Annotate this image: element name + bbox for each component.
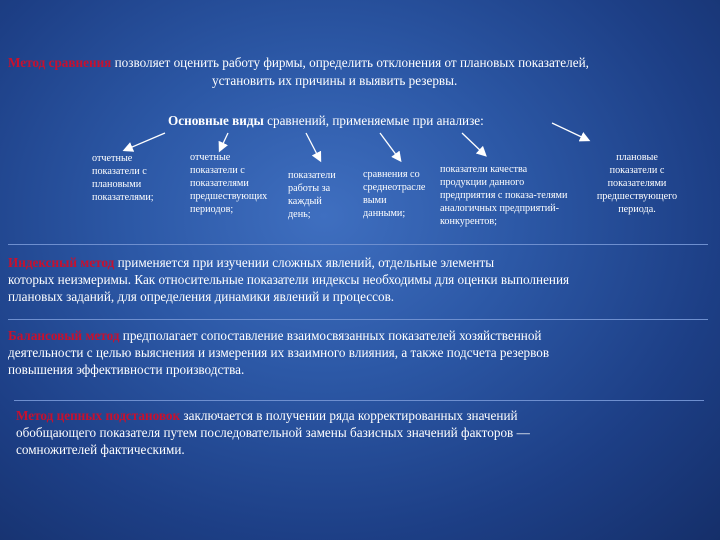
index-method-paragraph (8, 254, 718, 305)
item-line: периода. (618, 204, 656, 215)
item-line: день; (288, 209, 311, 220)
arrow-3 (306, 133, 320, 160)
heading-bold: Основные виды (168, 113, 264, 128)
comparison-item-2 (190, 151, 267, 216)
item-line: конкурентов; (440, 216, 497, 227)
item-line: показателями; (92, 192, 154, 203)
comparison-item-3 (288, 169, 336, 221)
item-line: отчетные (92, 153, 133, 164)
item-line: продукции данного (440, 177, 525, 188)
chain-term: Метод цепных подстановок (16, 408, 181, 423)
intro-line2: установить их причины и выявить резервы. (212, 73, 458, 88)
item-line: показатели с (609, 165, 665, 176)
heading-rest: сравнений, применяемые при анализе: (263, 113, 484, 128)
comparison-heading (168, 112, 484, 129)
comparison-item-6 (582, 151, 692, 216)
item-line: аналогичных предприятий- (440, 203, 560, 214)
chain-method-paragraph (16, 407, 716, 458)
item-line: показатели (288, 170, 336, 181)
index-line3: плановых заданий, для определения динамики явлений и процессов. (8, 289, 395, 304)
item-line: предшествующего (596, 191, 678, 202)
arrow-2 (220, 133, 228, 150)
comparison-item-4 (363, 168, 425, 220)
item-line: сравнения со (363, 169, 420, 180)
arrow-5 (462, 133, 485, 155)
item-line: показатели с (92, 166, 147, 177)
item-line: работы за (288, 183, 331, 194)
item-line: показатели с (190, 165, 245, 176)
arrow-1 (125, 133, 165, 150)
comparison-item-1 (92, 152, 154, 204)
divider (14, 400, 704, 401)
item-line: показателями (190, 178, 249, 189)
balance-method-paragraph (8, 327, 718, 378)
item-line: предшествующих (190, 191, 268, 202)
divider (8, 319, 708, 320)
item-line: выми (363, 195, 387, 206)
item-line: плановые (616, 152, 658, 163)
balance-term: Балансовый метод (8, 328, 120, 343)
divider (8, 244, 708, 245)
chain-line2: обобщающего показателя путем последовательной замены базисных значений факторов — (16, 425, 530, 440)
index-term: Индексный метод (8, 255, 115, 270)
item-line: среднеотрасле (363, 182, 426, 193)
balance-line2: деятельности с целью выяснения и измерения их взаимного влияния, а также подсчета резервов (8, 345, 550, 360)
item-line: плановыми (92, 179, 142, 190)
intro-text: позволяет оценить работу фирмы, определить отклонения от плановых показателей, (111, 55, 589, 70)
item-line: предприятия с показа-телями (440, 190, 568, 201)
intro-paragraph (8, 54, 718, 71)
item-line: данными; (363, 208, 406, 219)
item-line: каждый (288, 196, 322, 207)
index-line2: которых неизмеримы. Как относительные показатели индексы необходимы для оценки выполнения (8, 272, 570, 287)
balance-line3: повышения эффективности производства. (8, 362, 245, 377)
index-line1: применяется при изучении сложных явлений, отдельные элементы (114, 255, 495, 270)
comparison-item-5 (440, 163, 567, 228)
arrow-6 (552, 123, 588, 140)
item-line: отчетные (190, 152, 231, 163)
intro-term: Метод сравнения (8, 55, 112, 70)
arrow-4 (380, 133, 400, 160)
item-line: периодов; (190, 204, 234, 215)
chain-line1: заключается в получении ряда корректированных значений (180, 408, 518, 423)
item-line: показателями (607, 178, 667, 189)
item-line: показатели качества (440, 164, 528, 175)
balance-line1: предполагает сопоставление взаимосвязанных показателей хозяйственной (119, 328, 542, 343)
chain-line3: сомножителей фактическими. (16, 442, 185, 457)
